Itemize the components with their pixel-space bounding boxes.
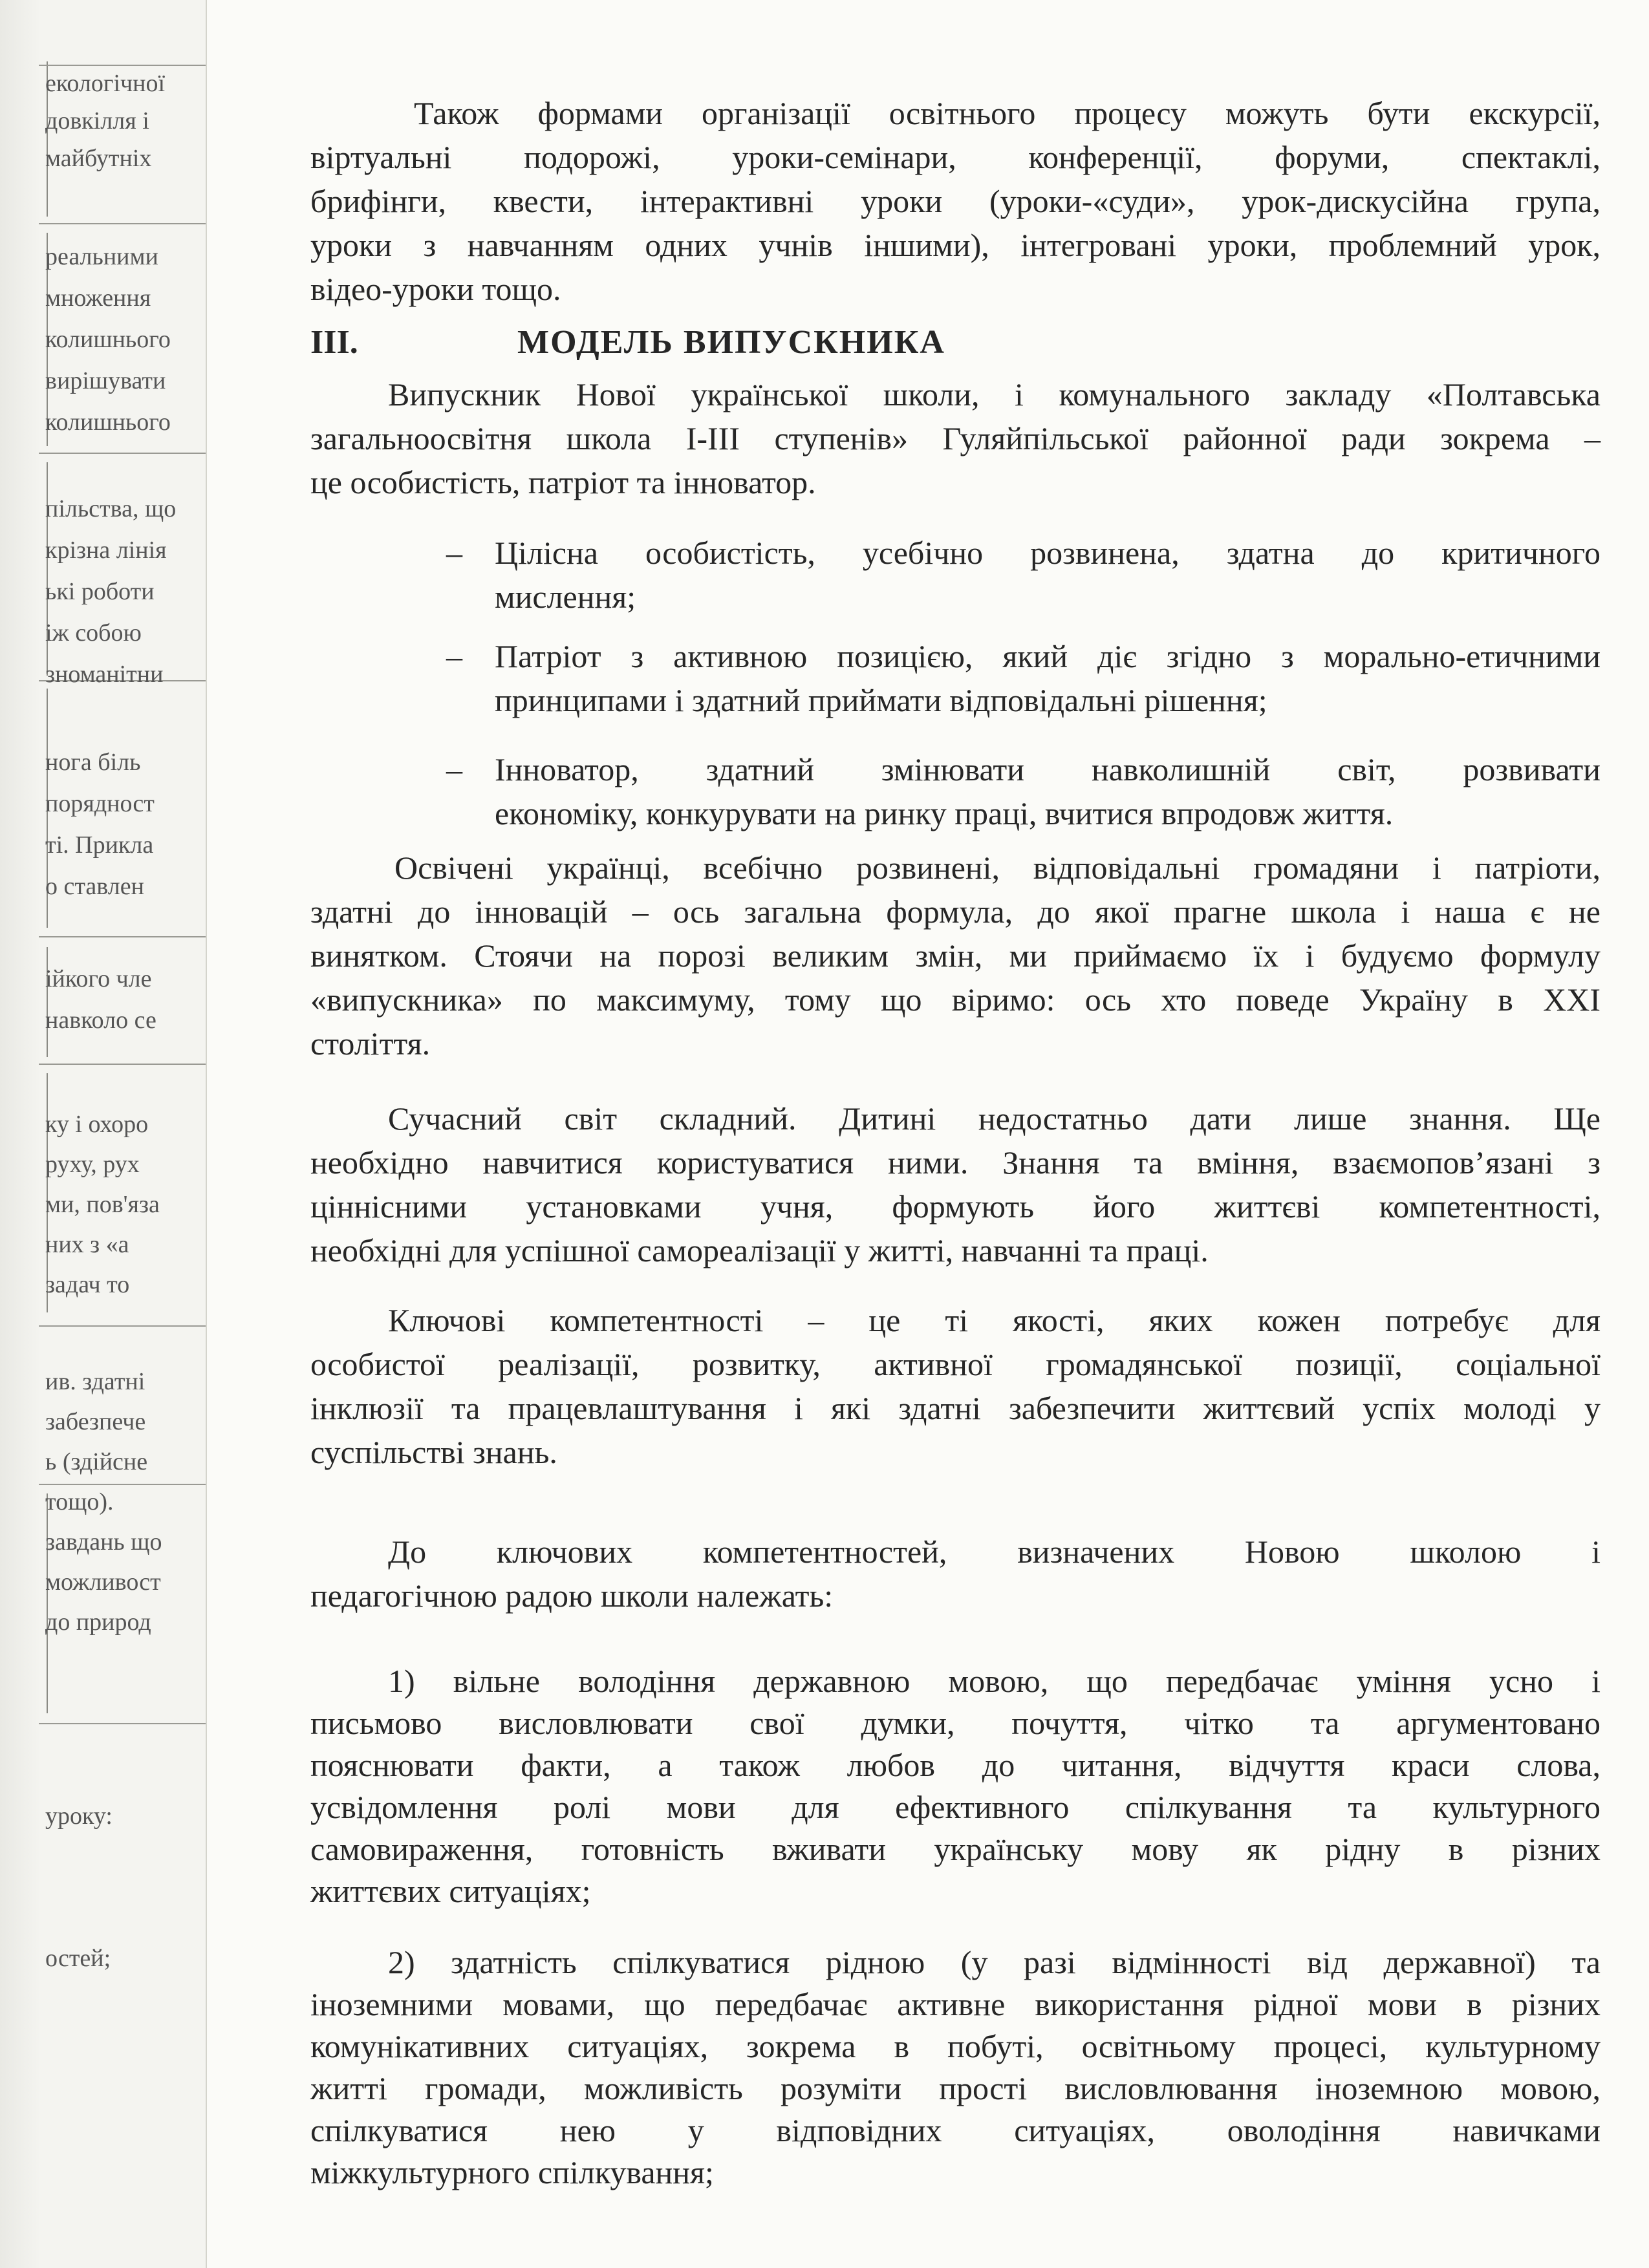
intro-line: відео-уроки тощо. bbox=[310, 271, 561, 307]
bullet-dash: – bbox=[446, 751, 462, 787]
margin-fragment: нога біль bbox=[45, 749, 141, 776]
item2-line: житті громади, можливість розуміти прості висловлювання іноземною мовою, bbox=[310, 2070, 1600, 2106]
margin-fragment: майбутніх bbox=[45, 145, 152, 172]
graduate-line: Випускник Нової української школи, і комунального закладу «Полтавська bbox=[388, 376, 1600, 412]
to-key-line: До ключових компетентностей, визначених Новою школою і bbox=[388, 1534, 1600, 1570]
key-line: Ключові компетентності – це ті якості, яких кожен потребує для bbox=[388, 1302, 1600, 1338]
bullet-line: Інноватор, здатний змінювати навколишній світ, розвивати bbox=[495, 751, 1600, 787]
margin-fragment: крізна лінія bbox=[45, 537, 167, 564]
world-line: Сучасний світ складний. Дитині недостатньо дати лише знання. Ще bbox=[388, 1100, 1600, 1137]
margin-fragment: ив. здатні bbox=[45, 1368, 146, 1395]
intro-line: віртуальні подорожі, уроки-семінари, конференції, форуми, спектаклі, bbox=[310, 139, 1600, 175]
margin-fragment: навколо се bbox=[45, 1007, 156, 1034]
formula-line: здатні до інновацій – ось загальна формула, до якої прагне школа і наша є не bbox=[310, 893, 1600, 930]
formula-line: Освічені українці, всебічно розвинені, відповідальні громадяни і патріоти, bbox=[394, 850, 1600, 886]
item1-line: самовираження, готовність вживати українську мову як рідну в різних bbox=[310, 1831, 1600, 1867]
bullet-line: економіку, конкурувати на ринку праці, вчитися впродовж життя. bbox=[495, 795, 1394, 831]
item1-line: життєвих ситуаціях; bbox=[310, 1873, 591, 1909]
margin-fragment: до природ bbox=[45, 1609, 151, 1636]
margin-fragment: множення bbox=[45, 284, 151, 312]
margin-fragment: ті. Прикла bbox=[45, 831, 154, 859]
margin-fragment: колишнього bbox=[45, 326, 171, 353]
margin-fragment: уроку: bbox=[45, 1803, 113, 1830]
margin-fragment: остей; bbox=[45, 1945, 111, 1972]
to-key-line: педагогічною радою школи належать: bbox=[310, 1578, 834, 1614]
margin-fragment: зноманітни bbox=[45, 661, 164, 688]
item2-line: комунікативних ситуаціях, зокрема в побуті, освітньому процесі, культурному bbox=[310, 2028, 1600, 2064]
item2-line: міжкультурного спілкування; bbox=[310, 2154, 714, 2190]
margin-fragment: можливост bbox=[45, 1568, 161, 1596]
formula-line: «випускника» по максимуму, тому що віримо: ось хто поведе Україну в XXI bbox=[310, 981, 1600, 1018]
margin-fragment: ь (здійсне bbox=[45, 1448, 148, 1475]
bullet-line: Цілісна особистість, усебічно розвинена, здатна до критичного bbox=[495, 535, 1600, 571]
margin-fragment: ми, пов'яза bbox=[45, 1191, 160, 1218]
margin-fragment: ійкого чле bbox=[45, 965, 152, 992]
margin-fragment: довкілля і bbox=[45, 107, 149, 134]
margin-fragment: них з «а bbox=[45, 1231, 129, 1258]
margin-fragment: іж собою bbox=[45, 619, 142, 647]
margin-fragment: о ставлен bbox=[45, 873, 144, 900]
margin-fragment: колишнього bbox=[45, 409, 171, 436]
margin-fragment: вирішувати bbox=[45, 367, 166, 394]
key-line: суспільстві знань. bbox=[310, 1434, 557, 1470]
bullet-dash: – bbox=[446, 535, 462, 571]
world-line: ціннісними установками учня, формують його життєві компетентності, bbox=[310, 1188, 1600, 1225]
bullet-line: принципами і здатний приймати відповідальні рішення; bbox=[495, 682, 1267, 718]
item2-line: 2) здатність спілкуватися рідною (у разі відмінності від державної) та bbox=[388, 1944, 1600, 1980]
item1-line: усвідомлення ролі мови для ефективного спілкування та культурного bbox=[310, 1789, 1600, 1825]
intro-line: брифінги, квести, інтерактивні уроки (уроки-«суди», урок-дискусійна група, bbox=[310, 183, 1600, 219]
graduate-line: загальноосвітня школа І-ІІІ ступенів» Гуляйпільської районної ради зокрема – bbox=[310, 420, 1600, 456]
margin-fragment: порядност bbox=[45, 790, 155, 817]
margin-fragment: забезпече bbox=[45, 1408, 146, 1435]
margin-fragment: тощо). bbox=[45, 1488, 114, 1515]
item1-line: пояснювати факти, а також любов до читання, відчуття краси слова, bbox=[310, 1747, 1600, 1783]
graduate-line: це особистість, патріот та інноватор. bbox=[310, 464, 816, 500]
bullet-line: Патріот з активною позицією, який діє згідно з морально-етичними bbox=[495, 638, 1600, 674]
item1-line: 1) вільне володіння державною мовою, що передбачає уміння усно і bbox=[388, 1663, 1600, 1699]
margin-fragment: завдань що bbox=[45, 1528, 162, 1556]
margin-fragment: пільства, що bbox=[45, 495, 177, 522]
key-line: особистої реалізації, розвитку, активної громадянської позиції, соціальної bbox=[310, 1346, 1600, 1382]
margin-fragment: екологічної bbox=[45, 70, 166, 97]
world-line: необхідні для успішної самореалізації у житті, навчанні та праці. bbox=[310, 1232, 1209, 1268]
formula-line: винятком. Стоячи на порозі великим змін, ми приймаємо їх і будуємо формулу bbox=[310, 937, 1600, 974]
margin-fragment: ку і охоро bbox=[45, 1111, 149, 1138]
bullet-dash: – bbox=[446, 638, 462, 674]
item2-line: іноземними мовами, що передбачає активне використання рідної мови в різних bbox=[310, 1986, 1600, 2022]
intro-line: уроки з навчанням одних учнів іншими), інтегровані уроки, проблемний урок, bbox=[310, 227, 1600, 263]
section-title: МОДЕЛЬ ВИПУСКНИКА bbox=[517, 324, 945, 361]
item2-line: спілкуватися нею у відповідних ситуаціях, оволодіння навичками bbox=[310, 2112, 1600, 2148]
margin-fragment: задач то bbox=[45, 1271, 130, 1298]
margin-fragment: ькі роботи bbox=[45, 578, 155, 605]
formula-line: століття. bbox=[310, 1025, 431, 1062]
intro-line: Також формами організації освітнього процесу можуть бути екскурсії, bbox=[414, 95, 1600, 131]
section-number: III. bbox=[310, 324, 358, 361]
item1-line: письмово висловлювати свої думки, почуття, чітко та аргументовано bbox=[310, 1705, 1600, 1741]
bullet-line: мислення; bbox=[495, 579, 636, 615]
margin-fragment: руху, рух bbox=[45, 1151, 140, 1178]
margin-fragment: реальними bbox=[45, 243, 158, 270]
key-line: інклюзії та працевлаштування і які здатні забезпечити життєвий успіх молоді у bbox=[310, 1390, 1600, 1426]
world-line: необхідно навчитися користуватися ними. Знання та вміння, взаємопов’язані з bbox=[310, 1144, 1600, 1181]
